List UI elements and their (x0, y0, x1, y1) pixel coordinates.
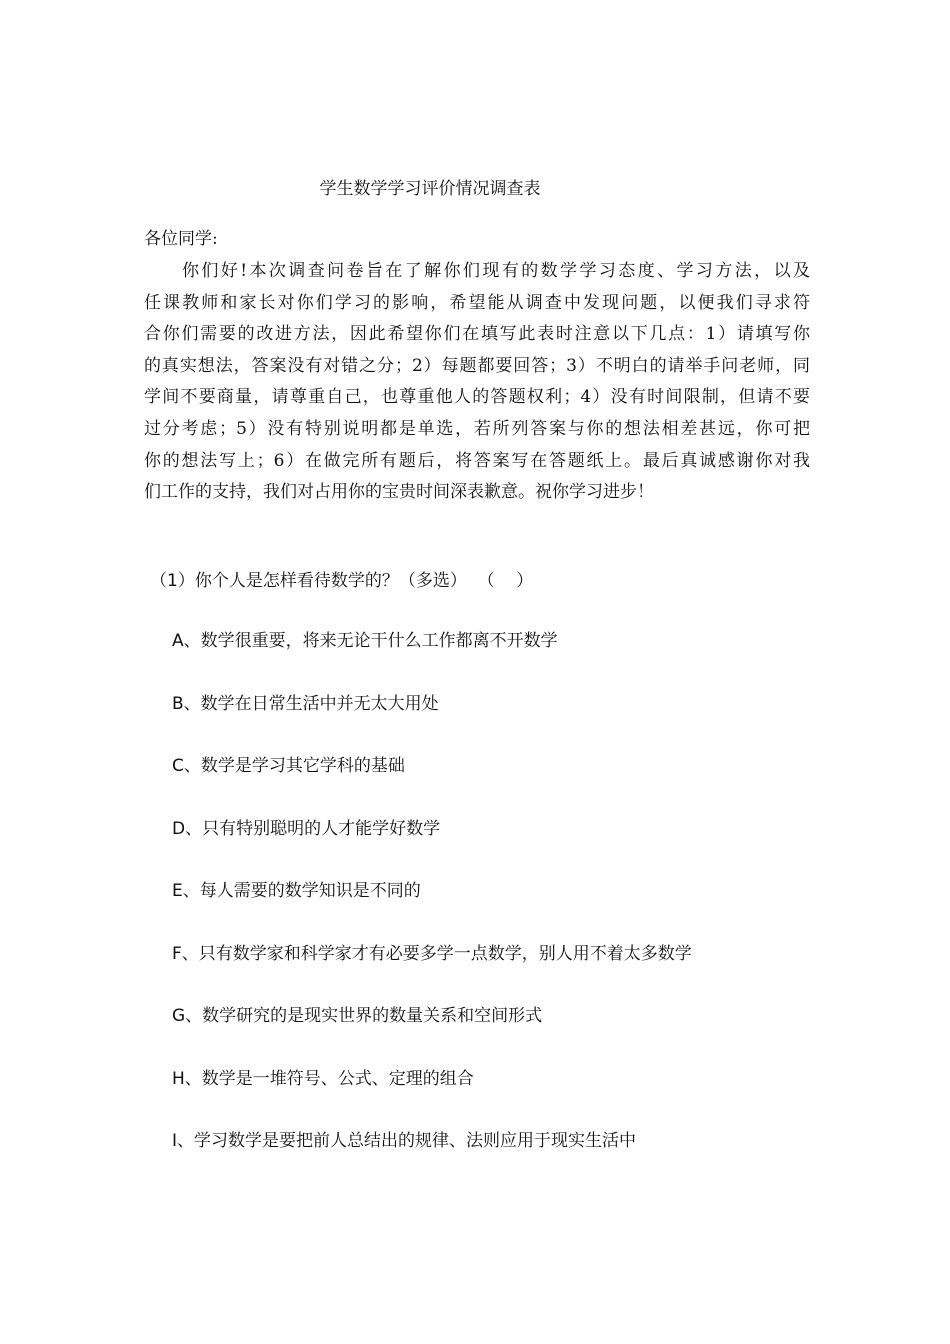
intro-line: 你的想法写上；6）在做完所有题后，将答案写在答题纸上。最后真诚感谢你对我 (144, 450, 810, 471)
option-a: A、数学很重要，将来无论干什么工作都离不开数学 (172, 631, 558, 651)
intro-line: 们工作的支持，我们对占用你的宝贵时间深表歉意。祝你学习进步！ (144, 482, 654, 503)
answer-options (172, 627, 692, 1190)
intro-line: 任课教师和家长对你们学习的影响，希望能从调查中发现问题，以便我们寻求符 (144, 292, 810, 313)
intro-line: 过分考虑；5）没有特别说明都是单选，若所列答案与你的想法相差甚远，你可把 (144, 418, 810, 439)
option-e: E、每人需要的数学知识是不同的 (172, 881, 421, 901)
option-i: I、学习数学是要把前人总结出的规律、法则应用于现实生活中 (172, 1131, 637, 1151)
option-c: C、数学是学习其它学科的基础 (172, 756, 405, 776)
intro-line: 学间不要商量，请尊重自己，也尊重他人的答题权利；4）没有时间限制，但请不要 (144, 387, 810, 408)
intro-line: 的真实想法，答案没有对错之分；2）每题都要回答；3）不明白的请举手问老师，同 (144, 355, 810, 376)
option-f: F、只有数学家和科学家才有必要多学一点数学，别人用不着太多数学 (172, 943, 692, 964)
option-g: G、数学研究的是现实世界的数量关系和空间形式 (172, 1006, 543, 1026)
intro-line: 合你们需要的改进方法，因此希望你们在填写此表时注意以下几点：1）请填写你 (144, 324, 810, 345)
option-h: H、数学是一堆符号、公式、定理的组合 (172, 1068, 474, 1089)
document-title: 学生数学学习评价情况调查表 (319, 179, 541, 199)
greeting: 各位同学: (144, 229, 218, 249)
option-b: B、数学在日常生活中并无太大用处 (172, 693, 439, 714)
intro-paragraph (144, 256, 810, 509)
intro-line: 你们好!本次调查问卷旨在了解你们现有的数学学习态度、学习方法，以及 (182, 261, 810, 281)
option-d: D、只有特别聪明的人才能学好数学 (172, 818, 441, 839)
question-1: （1）你个人是怎样看待数学的？（多选） （ ） (150, 571, 534, 591)
